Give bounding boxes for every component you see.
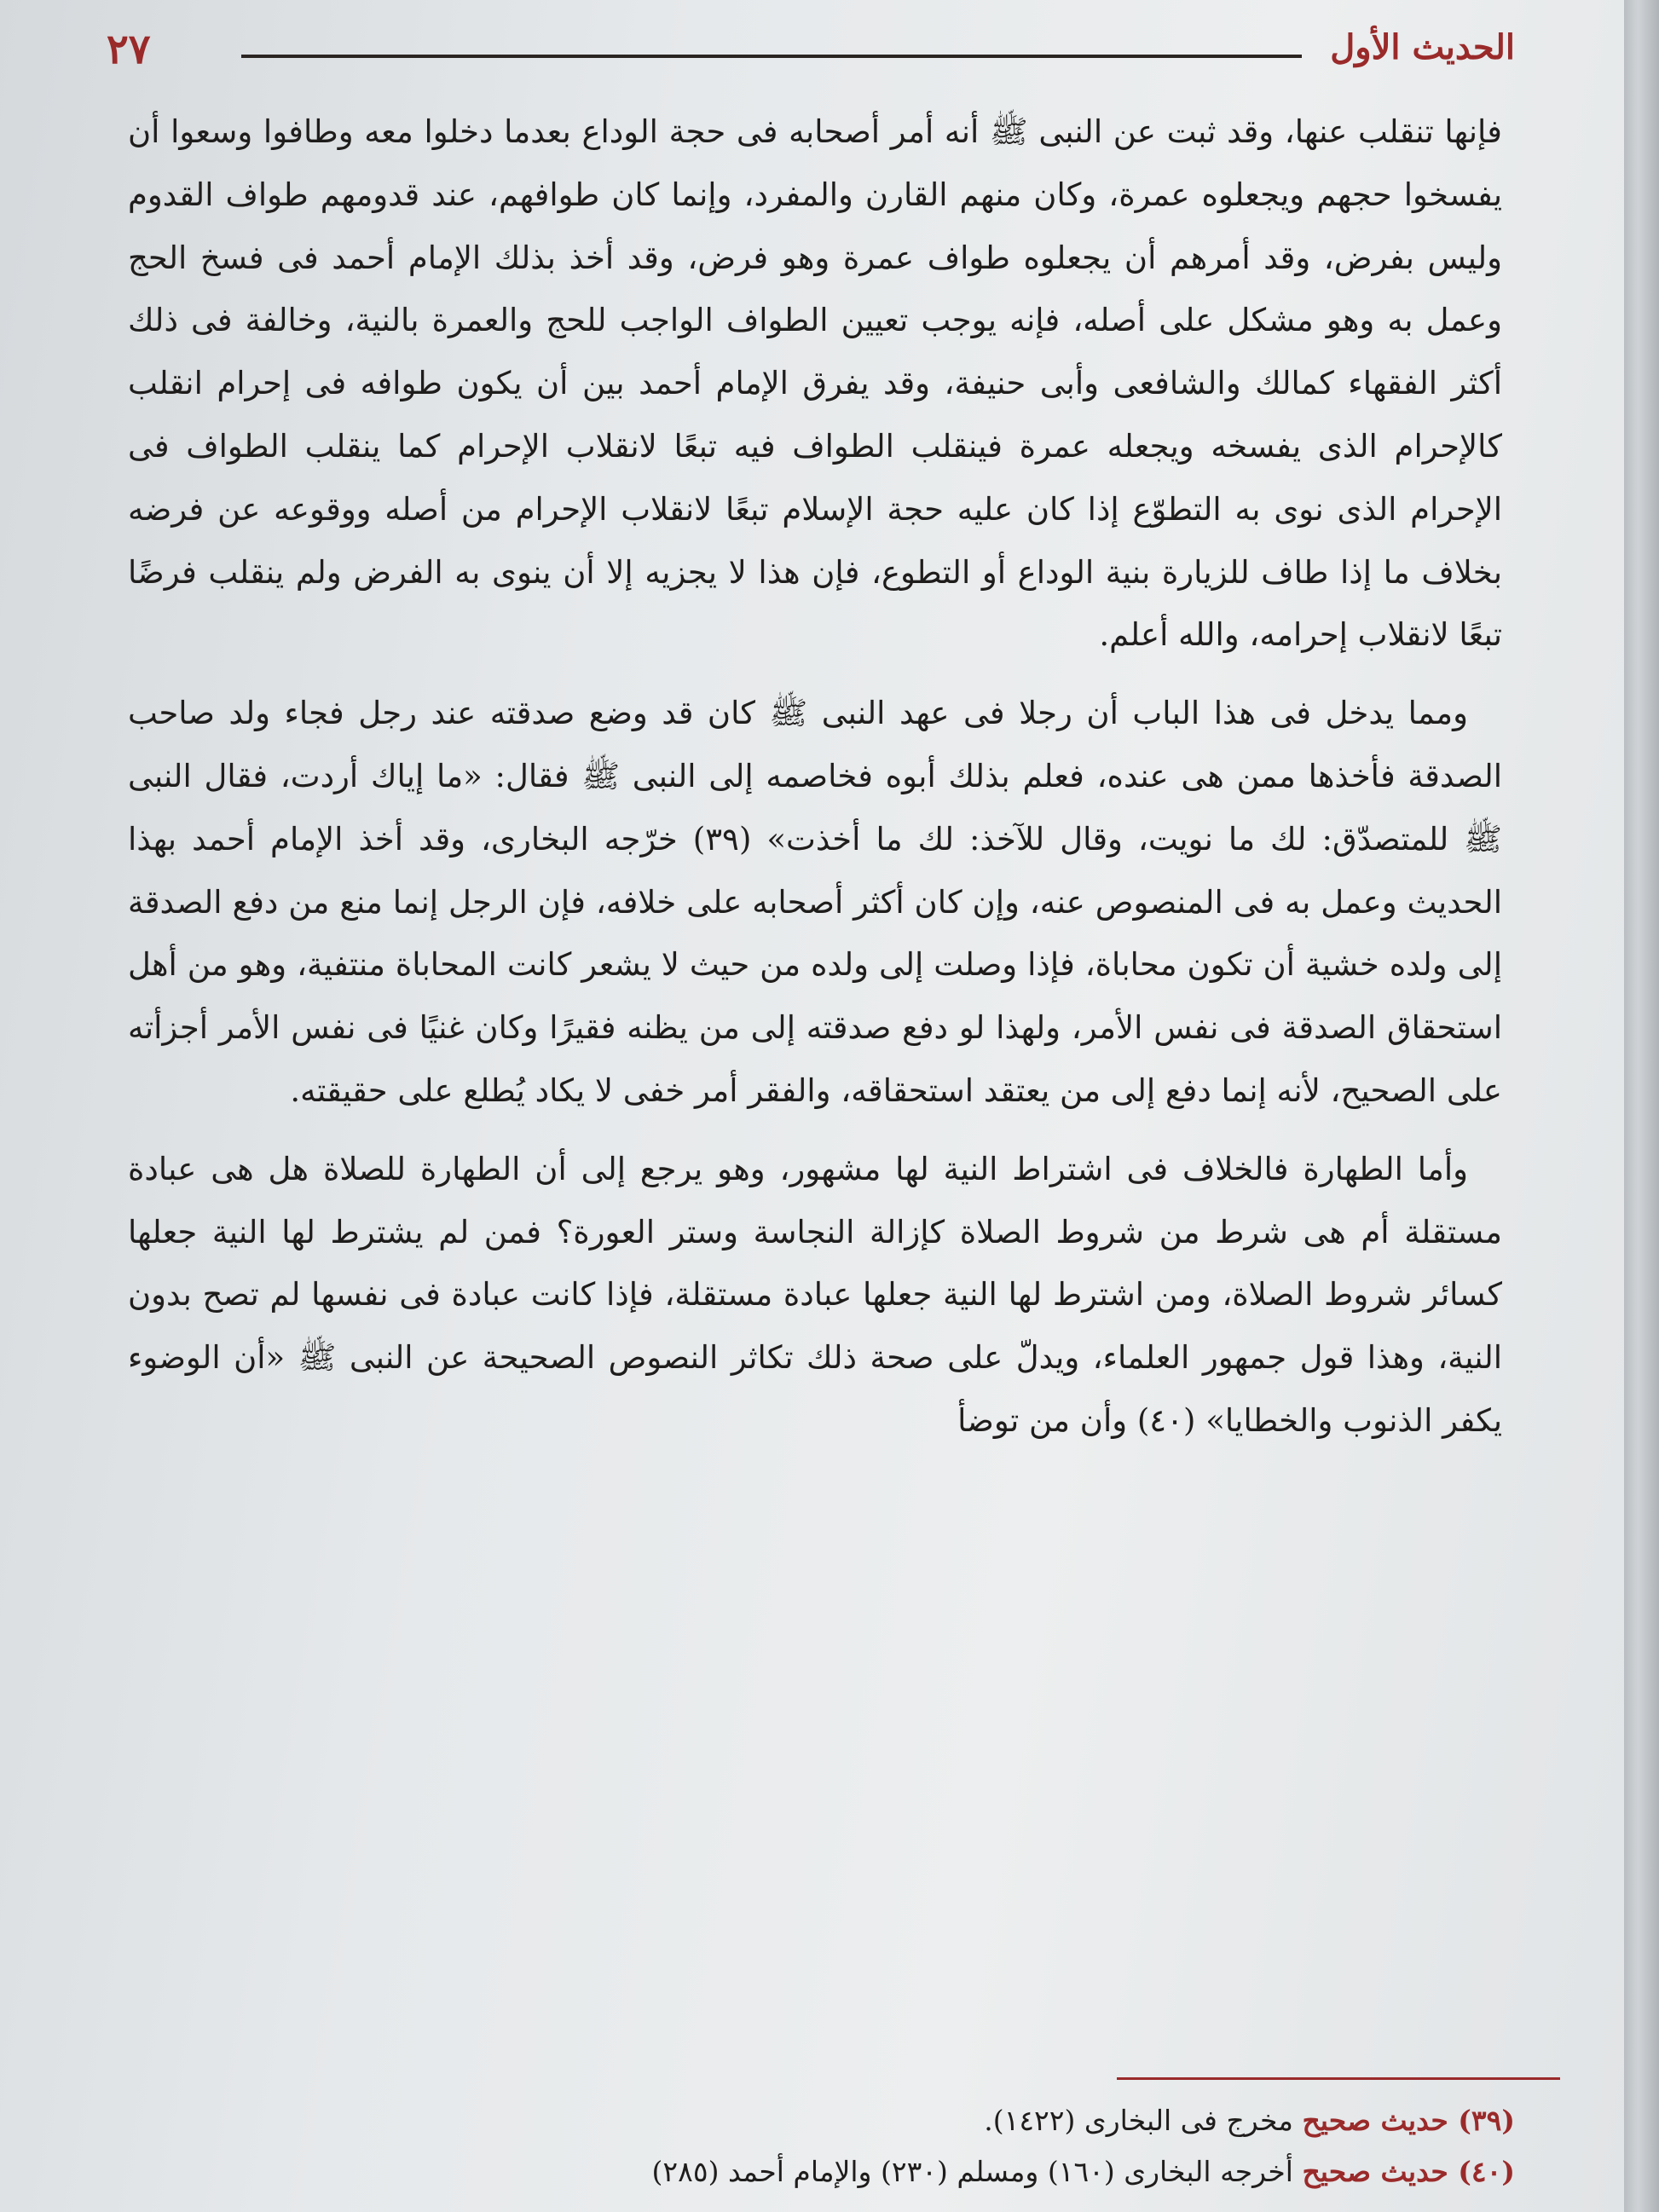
text-line: عنه، وإن كان أكثر أصحابه على خلافه، فإن الرجل إنما منع من دفع الصدقة إلى ولده خشية	[128, 883, 1502, 984]
chapter-title: الحديث الأول	[1330, 27, 1515, 67]
text-line: يكاد يُطلع على حقيقته.	[290, 1071, 586, 1109]
text-line: هى عبادة مستقلة أم هى شرط من شروط الصلاة كإزالة النجاسة وستر العورة؟ فمن لم يشترط	[128, 1150, 1502, 1250]
page-number: ٢٧	[107, 26, 151, 73]
body-text	[128, 101, 1502, 1468]
footnote-separator	[1117, 2077, 1560, 2080]
text-line: فرض، وقد أخذ بذلك الإمام أحمد فى فسخ الحج وعمل به وهو مشكل على أصله، فإنه	[128, 239, 1502, 339]
text-line: وطافوا وسعوا أن يفسخوا حجهم ويجعلوه عمرة، وكان منهم القارن والمفرد، وإنما كان	[128, 113, 1503, 213]
text-line: فقال: «ما إياك أردت، فقال النبى ﷺ للمتصدّق: لك ما نويت، وقال للآخذ: لك ما	[128, 757, 1502, 858]
text-line: أهل استحقاق الصدقة فى نفس الأمر، ولهذا لو دفع صدقته إلى من يظنه فقيرًا وكان غنيًا فى	[128, 946, 1503, 1047]
page-stack-edge	[1624, 0, 1659, 2212]
text-line: ومما يدخل فى هذا الباب أن رجلا فى عهد النبى ﷺ كان قد وضع صدقته عند رجل	[358, 695, 1468, 732]
header-rule	[241, 55, 1302, 58]
paragraph-2	[128, 682, 1502, 1123]
running-header	[107, 26, 1515, 85]
text-line: ينوى به الفرض ولم ينقلب فرضًا تبعًا لانقلاب إحرامه، والله أعلم.	[128, 553, 1502, 654]
text-line: فإنها تنقلب عنها، وقد ثبت عن النبى ﷺ أنه أمر أصحابه فى حجة الوداع بعدما دخلوا معه	[364, 113, 1502, 150]
text-line: النصوص الصحيحة عن النبى ﷺ «أن الوضوء يكفر الذنوب والخطايا» (٤٠) وأن من توضأ	[128, 1339, 1502, 1439]
footnote-label: (٣٩) حديث صحيح	[1302, 2104, 1515, 2137]
footnote-text: مخرج فى البخارى (١٤٢٢).	[984, 2104, 1293, 2137]
text-line: يوجب تعيين الطواف الواجب للحج والعمرة بالنية، وخالفة فى ذلك أكثر الفقهاء كمالك	[128, 302, 1502, 402]
text-line: ووقوعه عن فرضه بخلاف ما إذا طاف للزيارة بنية الوداع أو التطوع، فإن هذا لا يجزيه إلا أن	[128, 490, 1502, 591]
text-line: وأما الطهارة فالخلاف فى اشتراط النية لها مشهور، وهو يرجع إلى أن الطهارة للصلاة هل	[268, 1150, 1468, 1187]
paragraph-1	[128, 101, 1502, 667]
footnote-label: (٤٠) حديث صحيح	[1302, 2155, 1515, 2188]
text-line: عبادة فى نفسها لم تصح بدون النية، وهذا قول جمهور العلماء، ويدلّ على صحة ذلك تكاثر	[128, 1276, 1503, 1377]
text-line: أن تكون محاباة، فإذا وصلت إلى ولده من حيث لا يشعر كانت المحاباة منتفية، وهو من	[187, 946, 1295, 984]
footnotes	[128, 2095, 1515, 2212]
text-line: أخذت» (٣٩) خرّجه البخارى، وقد أخذ الإمام أحمد بهذا الحديث وعمل به فى المنصوص	[128, 820, 1502, 921]
text-line: نفس الأمر أجزأته على الصحيح، لأنه إنما دفع إلى من يعتقد استحقاقه، والفقر أمر خفى لا	[128, 1009, 1502, 1109]
text-line: فجاء ولد صاحب الصدقة فأخذها ممن هى عنده، فعلم بذلك أبوه فخاصمه إلى النبى ﷺ	[128, 695, 1502, 794]
footnote-39	[128, 2095, 1515, 2146]
text-line: الإحرام الذى نوى به التطوّع إذا كان عليه حجة الإسلام تبعًا لانقلاب الإحرام من أصله	[384, 490, 1503, 528]
text-line: طوافهم، عند قدومهم طواف القدوم وليس بفرض، وقد أمرهم أن يجعلوه طواف عمرة وهو	[128, 176, 1502, 276]
text-line: لها النية جعلها كسائر شروط الصلاة، ومن اشترط لها النية جعلها عبادة مستقلة، فإذا كانت	[128, 1213, 1503, 1314]
paragraph-3	[128, 1138, 1502, 1453]
text-line: والشافعى وأبى حنيفة، وقد يفرق الإمام أحمد بين أن يكون طوافه فى إحرام انقلب كالإحرام	[128, 365, 1502, 465]
footnote-40	[128, 2146, 1515, 2198]
text-line: الذى يفسخه ويجعله عمرة فينقلب الطواف فيه تبعًا لانقلاب الإحرام كما ينقلب الطواف فى	[128, 427, 1378, 465]
footnote-text: أخرجه البخارى (١٦٠) ومسلم (٢٣٠) والإمام أحمد (٢٨٥)	[651, 2155, 1293, 2188]
